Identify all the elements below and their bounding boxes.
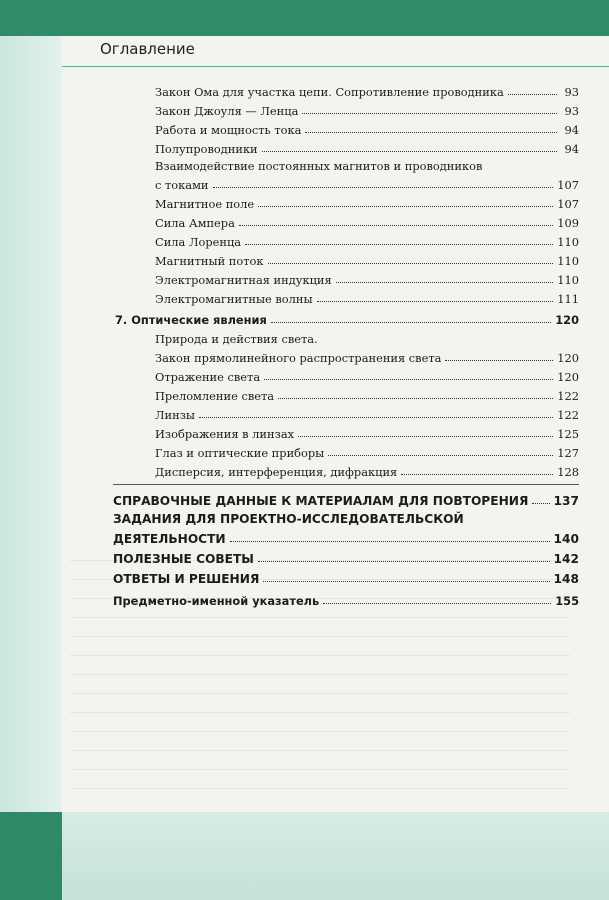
leader-dots xyxy=(271,321,551,323)
toc-entry[interactable] xyxy=(113,403,579,422)
toc-entry-title: Электромагнитная индукция xyxy=(155,273,332,287)
leader-dots xyxy=(445,359,553,361)
toc-entry-page: 128 xyxy=(557,465,579,479)
leader-dots xyxy=(401,473,553,475)
toc-entry[interactable] xyxy=(113,268,579,287)
leader-dots xyxy=(258,205,553,207)
toc-entry-title: Работа и мощность тока xyxy=(155,123,302,137)
toc-entry-page: 125 xyxy=(557,427,579,441)
toc-entry-title: Закон Ома для участка цепи. Сопротивление проводника xyxy=(155,85,504,99)
toc-entry[interactable] xyxy=(113,249,579,268)
left-color-band xyxy=(0,0,62,900)
toc-entry-page: 94 xyxy=(564,123,579,137)
toc-entry-title: Магнитное поле xyxy=(155,197,255,211)
toc-entry-title: Преломление света xyxy=(155,389,275,403)
toc-entry[interactable] xyxy=(113,346,579,365)
leader-dots xyxy=(305,131,557,133)
toc-entry-line1[interactable] xyxy=(113,156,579,173)
table-of-contents xyxy=(113,80,579,608)
leader-dots xyxy=(239,224,553,226)
section-page: 155 xyxy=(555,594,579,608)
toc-entry-title: Природа и действия света. xyxy=(155,332,318,346)
toc-section-tasks-line1[interactable] xyxy=(113,508,579,526)
toc-entry-page: 120 xyxy=(557,351,579,365)
chapter-title: 7. Оптические явления xyxy=(115,313,267,327)
toc-entry-page: 111 xyxy=(557,292,579,306)
toc-entry[interactable] xyxy=(113,99,579,118)
section-title: СПРАВОЧНЫЕ ДАННЫЕ К МАТЕРИАЛАМ ДЛЯ ПОВТОРЕНИЯ xyxy=(113,494,529,508)
section-page: 137 xyxy=(553,494,579,508)
top-color-bar xyxy=(0,0,609,36)
leader-dots xyxy=(264,378,553,380)
section-title: ПОЛЕЗНЫЕ СОВЕТЫ xyxy=(113,552,254,566)
toc-entry-title: Закон прямолинейного распространения света xyxy=(155,351,442,365)
toc-entry[interactable] xyxy=(113,230,579,249)
toc-entry-title: Электромагнитные волны xyxy=(155,292,313,306)
toc-entry[interactable] xyxy=(113,327,579,346)
section-page: 142 xyxy=(553,552,579,566)
section-page: 140 xyxy=(553,532,579,546)
toc-entry-title: Сила Ампера xyxy=(155,216,235,230)
toc-entry-page: 122 xyxy=(557,408,579,422)
leader-dots xyxy=(302,112,557,114)
toc-entry-page: 110 xyxy=(557,254,579,268)
toc-entry-title: Дисперсия, интерференция, дифракция xyxy=(155,465,398,479)
toc-chapter-7[interactable] xyxy=(113,306,579,327)
toc-entry[interactable] xyxy=(113,287,579,306)
toc-entry[interactable] xyxy=(113,384,579,403)
bottom-left-color-block xyxy=(0,812,62,900)
toc-section-reference[interactable] xyxy=(113,488,579,508)
header-divider xyxy=(62,66,609,67)
leader-dots xyxy=(328,454,553,456)
toc-entry[interactable] xyxy=(113,173,579,192)
toc-section-index[interactable] xyxy=(113,586,579,608)
leader-dots xyxy=(532,502,549,504)
leader-dots xyxy=(258,560,550,562)
leader-dots xyxy=(262,150,557,152)
toc-section-tips[interactable] xyxy=(113,546,579,566)
toc-entry[interactable] xyxy=(113,192,579,211)
toc-section-answers[interactable] xyxy=(113,566,579,586)
toc-entry-page: 94 xyxy=(564,142,579,156)
section-title: Предметно-именной указатель xyxy=(113,594,320,608)
leader-dots xyxy=(230,540,550,542)
toc-entry-page: 107 xyxy=(557,197,579,211)
toc-entry-title: Глаз и оптические приборы xyxy=(155,446,325,460)
toc-entry[interactable] xyxy=(113,80,579,99)
toc-entry-title: Полупроводники xyxy=(155,142,258,156)
toc-entry-page: 127 xyxy=(557,446,579,460)
toc-entry[interactable] xyxy=(113,211,579,230)
section-title-cont: ДЕЯТЕЛЬНОСТИ xyxy=(113,532,226,546)
toc-entry-page: 109 xyxy=(557,216,579,230)
leader-dots xyxy=(263,580,549,582)
leader-dots xyxy=(317,300,554,302)
page-title: Оглавление xyxy=(100,40,195,58)
toc-entry[interactable] xyxy=(113,118,579,137)
leader-dots xyxy=(268,262,554,264)
toc-entry-title: Линзы xyxy=(155,408,195,422)
toc-entry-page: 120 xyxy=(557,370,579,384)
toc-entry-title: Взаимодействие постоянных магнитов и проводников xyxy=(155,159,483,173)
leader-dots xyxy=(213,186,554,188)
leader-dots xyxy=(298,435,553,437)
toc-entry-title: Отражение света xyxy=(155,370,261,384)
leader-dots xyxy=(245,243,553,245)
toc-entry[interactable] xyxy=(113,137,579,156)
toc-entry-page: 93 xyxy=(564,104,579,118)
leader-dots xyxy=(508,93,557,95)
toc-entry-title: Изображения в линзах xyxy=(155,427,295,441)
section-title: ОТВЕТЫ И РЕШЕНИЯ xyxy=(113,572,260,586)
toc-entry[interactable] xyxy=(113,441,579,460)
toc-entry-page: 107 xyxy=(557,178,579,192)
bottom-color-bar xyxy=(0,812,609,900)
toc-entry-page: 93 xyxy=(564,85,579,99)
section-title: ЗАДАНИЯ ДЛЯ ПРОЕКТНО-ИССЛЕДОВАТЕЛЬСКОЙ xyxy=(113,512,464,526)
leader-dots xyxy=(336,281,554,283)
toc-entry[interactable] xyxy=(113,365,579,384)
toc-entry-title: Сила Лоренца xyxy=(155,235,242,249)
section-divider xyxy=(113,484,579,485)
toc-section-tasks[interactable] xyxy=(113,526,579,546)
leader-dots xyxy=(323,602,551,604)
toc-entry-title: Закон Джоуля — Ленца xyxy=(155,104,299,118)
toc-entry-title-cont: с токами xyxy=(155,178,209,192)
leader-dots xyxy=(278,397,553,399)
toc-entry[interactable] xyxy=(113,460,579,479)
section-page: 148 xyxy=(553,572,579,586)
toc-entry-page: 110 xyxy=(557,273,579,287)
toc-entry-title: Магнитный поток xyxy=(155,254,264,268)
chapter-page: 120 xyxy=(555,313,579,327)
toc-entry-page: 110 xyxy=(557,235,579,249)
leader-dots xyxy=(199,416,553,418)
toc-entry[interactable] xyxy=(113,422,579,441)
toc-entry-page: 122 xyxy=(557,389,579,403)
